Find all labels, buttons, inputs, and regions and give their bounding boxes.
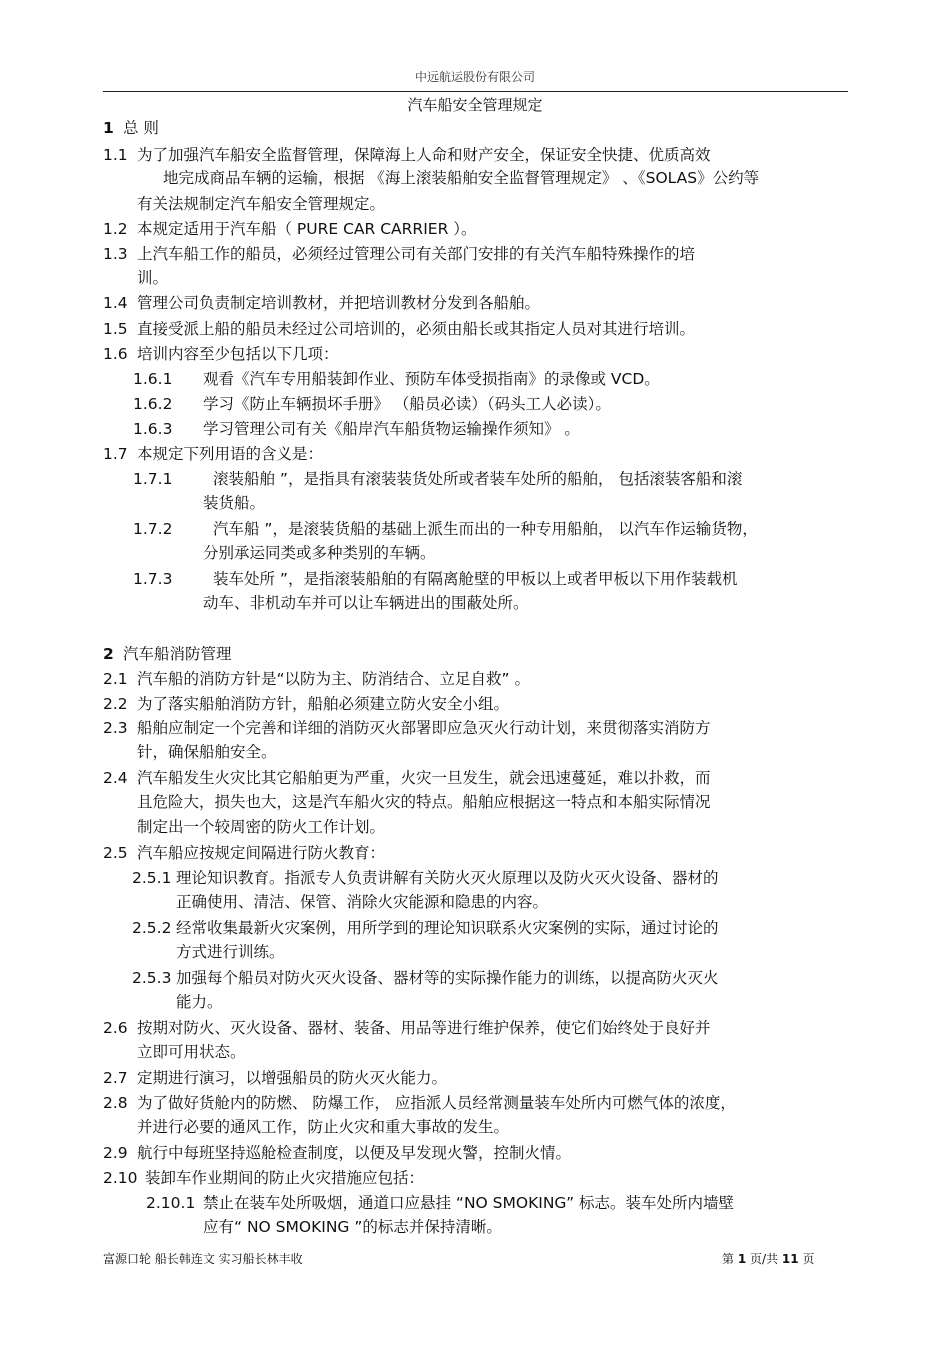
- section-number: 1.3: [103, 245, 128, 263]
- section-number: 1.6: [103, 345, 128, 363]
- section-text: 管理公司负责制定培训教材，并把培训教材分发到各船舶。: [137, 294, 541, 312]
- section-number: 1.6.2: [133, 395, 173, 413]
- page-suffix: 页: [802, 1252, 815, 1266]
- section-text: 本规定下列用语的含义是：: [137, 445, 324, 463]
- section-text: 培训内容至少包括以下几项：: [137, 345, 339, 363]
- section-text: 直接受派上船的船员未经过公司培训的，必须由船长或其指定人员对其进行培训。: [137, 320, 696, 338]
- section-text: 为了做好货舱内的防燃、 防爆工作， 应指派人员经常测量装车处所内可燃气体的浓度，: [137, 1094, 736, 1112]
- section-text: 本规定适用于汽车船（ PURE CAR CARRIER ）。: [137, 220, 477, 238]
- footer-signatures: 富源口轮 船长韩连文 实习船长林丰收: [103, 1252, 303, 1266]
- header-rule: [103, 91, 848, 92]
- section-text: 总 则: [123, 119, 159, 137]
- section-number: 1.6.3: [133, 420, 173, 438]
- section-text: 上汽车船工作的船员，必须经过管理公司有关部门安排的有关汽车船特殊操作的培: [137, 245, 696, 263]
- continuation-text: 有关法规制定汽车船安全管理规定。: [137, 195, 386, 213]
- continuation-text: 制定出一个较周密的防火工作计划。: [137, 818, 386, 836]
- continuation-text: 方式进行训练。: [176, 943, 285, 961]
- continuation-text: 分别承运同类或多种类别的车辆。: [203, 544, 436, 562]
- continuation-text: 立即可用状态。: [137, 1043, 246, 1061]
- page-mid: 页/共: [750, 1252, 779, 1266]
- section-text: 为了加强汽车船安全监督管理，保障海上人命和财产安全，保证安全快捷、优质高效: [137, 146, 711, 164]
- continuation-text: 并进行必要的通风工作，防止火灾和重大事故的发生。: [137, 1118, 510, 1136]
- section-number: 2.1: [103, 670, 128, 688]
- continuation-text: 应有“ NO SMOKING ”的标志并保持清晰。: [203, 1218, 502, 1236]
- section-text: 理论知识教育。指派专人负责讲解有关防火灭火原理以及防火灭火设备、器材的: [176, 869, 719, 887]
- section-number: 1.5: [103, 320, 128, 338]
- section-number: 2.5.1: [132, 869, 172, 887]
- section-number: 2.8: [103, 1094, 128, 1112]
- section-number: 1.7.1: [133, 470, 173, 488]
- page-prefix: 第: [722, 1252, 735, 1266]
- continuation-text: 正确使用、清洁、保管、消除火灾能源和隐患的内容。: [176, 893, 549, 911]
- section-text: 汽车船消防管理: [123, 645, 232, 663]
- section-text: 禁止在装车处所吸烟，通道口应悬挂 “NO SMOKING” 标志。装车处所内墙壁: [203, 1194, 735, 1212]
- section-text: 航行中每班坚持巡舱检查制度，以便及早发现火警，控制火情。: [137, 1144, 572, 1162]
- footer-page-number: [722, 1250, 814, 1267]
- section-number: 1.7.3: [133, 570, 173, 588]
- section-number: 1: [103, 119, 114, 137]
- section-number: 1.6.1: [133, 370, 173, 388]
- section-number: 2.10.1: [146, 1194, 196, 1212]
- section-number: 2.7: [103, 1069, 128, 1087]
- section-text: 加强每个船员对防火灭火设备、器材等的实际操作能力的训练，以提高防火灭火: [176, 969, 719, 987]
- section-number: 2.5.3: [132, 969, 172, 987]
- section-text: 滚装船舶 ”，是指具有滚装装货处所或者装车处所的船舶， 包括滚装客船和滚: [213, 470, 743, 488]
- section-text: 为了落实船舶消防方针，船舶必须建立防火安全小组。: [137, 695, 510, 713]
- continuation-text: 针，确保船舶安全。: [137, 743, 277, 761]
- section-text: 学习《防止车辆损坏手册》 （船员必读）（码头工人必读）。: [203, 395, 611, 413]
- section-text: 船舶应制定一个完善和详细的消防灭火部署即应急灭火行动计划，来贯彻落实消防方: [137, 719, 711, 737]
- section-number: 1.4: [103, 294, 128, 312]
- section-text: 汽车船 ”，是滚装货船的基础上派生而出的一种专用船舶， 以汽车作运输货物，: [213, 520, 758, 538]
- total-pages: 11: [781, 1252, 799, 1266]
- section-text: 按期对防火、灭火设备、器材、装备、用品等进行维护保养，使它们始终处于良好并: [137, 1019, 711, 1037]
- current-page: 1: [737, 1252, 747, 1266]
- continuation-text: 地完成商品车辆的运输，根据 《海上滚装船舶安全监督管理规定》 、《SOLAS》公约等: [163, 169, 760, 187]
- section-number: 1.7: [103, 445, 128, 463]
- section-number: 1.2: [103, 220, 128, 238]
- section-text: 学习管理公司有关《船岸汽车船货物运输操作须知》 。: [203, 420, 580, 438]
- section-text: 汽车船发生火灾比其它船舶更为严重，火灾一旦发生，就会迅速蔓延，难以扑救，而: [137, 769, 711, 787]
- continuation-text: 且危险大，损失也大，这是汽车船火灾的特点。船舶应根据这一特点和本船实际情况: [137, 793, 711, 811]
- section-number: 1.7.2: [133, 520, 173, 538]
- section-text: 定期进行演习，以增强船员的防火灭火能力。: [137, 1069, 448, 1087]
- section-number: 1.1: [103, 146, 128, 164]
- section-text: 观看《汽车专用船装卸作业、预防车体受损指南》的录像或 VCD。: [203, 370, 660, 388]
- continuation-text: 动车、非机动车并可以让车辆进出的围蔽处所。: [203, 594, 529, 612]
- continuation-text: 能力。: [176, 993, 223, 1011]
- section-text: 汽车船应按规定间隔进行防火教育：: [137, 844, 386, 862]
- company-header: 中远航运股份有限公司: [414, 70, 535, 84]
- continuation-text: 装货船。: [203, 494, 266, 512]
- section-number: 2.6: [103, 1019, 128, 1037]
- document-title: 汽车船安全管理规定: [407, 96, 543, 114]
- section-number: 2.9: [103, 1144, 128, 1162]
- section-number: 2.10: [103, 1169, 138, 1187]
- section-number: 2.3: [103, 719, 128, 737]
- section-text: 汽车船的消防方针是“以防为主、防消结合、立足自救” 。: [137, 670, 530, 688]
- section-text: 经常收集最新火灾案例，用所学到的理论知识联系火灾案例的实际，通过讨论的: [176, 919, 719, 937]
- section-text: 装车处所 ”，是指滚装船舶的有隔离舱壁的甲板以上或者甲板以下用作装载机: [213, 570, 738, 588]
- section-number: 2.5: [103, 844, 128, 862]
- section-text: 装卸车作业期间的防止火灾措施应包括：: [145, 1169, 425, 1187]
- continuation-text: 训。: [137, 269, 169, 287]
- section-number: 2.5.2: [132, 919, 172, 937]
- section-number: 2: [103, 645, 114, 663]
- section-number: 2.2: [103, 695, 128, 713]
- section-number: 2.4: [103, 769, 128, 787]
